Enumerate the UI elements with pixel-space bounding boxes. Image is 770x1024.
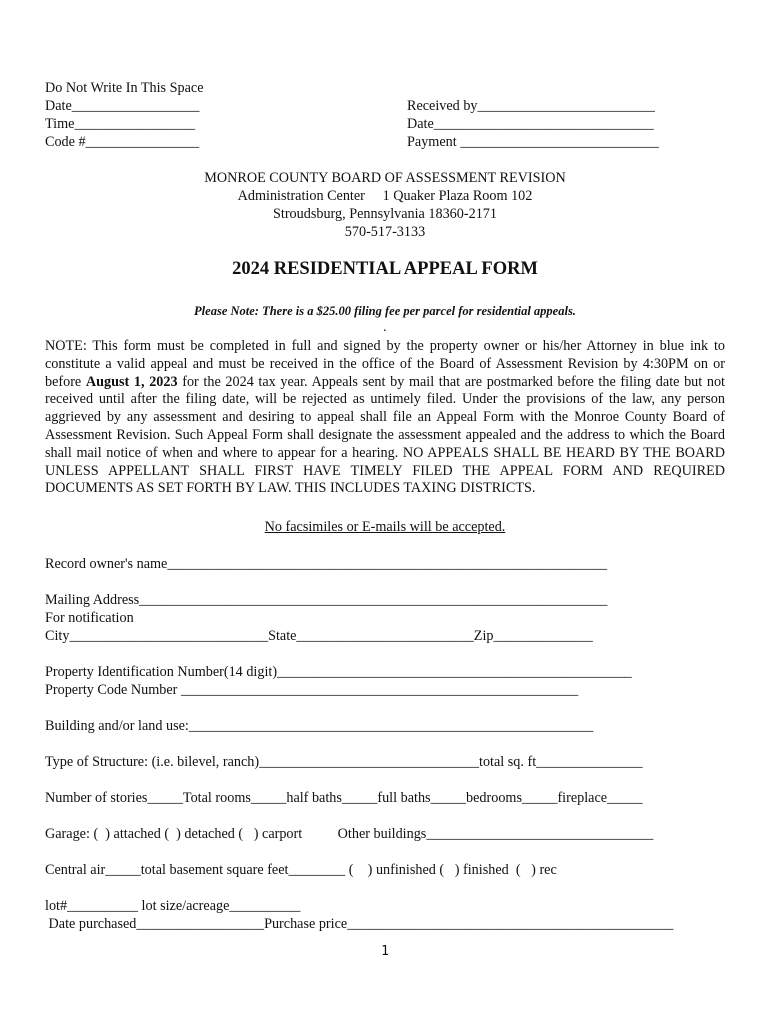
agency-city: Stroudsburg, Pennsylvania 18360-2171: [273, 206, 497, 222]
received-date-field: Date_______________________________: [407, 116, 654, 132]
separator-dot: .: [383, 320, 387, 335]
notice-text-1: NOTE: This form must be completed in full and signed by the property owner or his/her Attorney in blue ink to constitute a valid appeal and must be received in the office of the Board of Assessment Revision by 4:30PM on or before: [45, 338, 725, 390]
agency-address: Administration Center 1 Quaker Plaza Room 102: [237, 188, 533, 204]
lot-field[interactable]: lot#__________ lot size/acreage__________: [45, 898, 301, 914]
central-air-field[interactable]: Central air_____total basement square feet________ ( ) unfinished ( ) finished ( ) rec: [45, 862, 557, 878]
office-code-field: Code #________________: [45, 134, 200, 150]
deadline-date: August 1, 2023: [85, 373, 178, 390]
page-title: 2024 RESIDENTIAL APPEAL FORM: [232, 259, 538, 279]
garage-field[interactable]: Garage: ( ) attached ( ) detached ( ) carport Other buildings________________________________: [45, 826, 654, 842]
page-number: 1: [381, 944, 389, 959]
rooms-field[interactable]: Number of stories_____Total rooms_____half baths_____full baths_____bedrooms_____fireplace_____: [45, 790, 643, 806]
no-fax-notice: No facsimiles or E-mails will be accepted.: [264, 519, 506, 535]
office-date-field: Date__________________: [45, 98, 200, 114]
for-notification-label: For notification: [45, 610, 134, 626]
city-state-zip-field[interactable]: City____________________________State_________________________Zip______________: [45, 628, 593, 644]
payment-field: Payment ____________________________: [407, 134, 659, 150]
pin-field[interactable]: Property Identification Number(14 digit)__________________________________________________: [45, 664, 632, 680]
building-use-field[interactable]: Building and/or land use:_________________________________________________________: [45, 718, 594, 734]
purchase-field[interactable]: Date purchased__________________Purchase price______________________________________________: [45, 916, 674, 932]
agency-name: MONROE COUNTY BOARD OF ASSESSMENT REVISION: [204, 170, 566, 186]
property-code-field[interactable]: Property Code Number ________________________________________________________: [45, 682, 579, 698]
notice-text-2: for the 2024 tax year. Appeals sent by mail that are postmarked before the filing date but not received until after the filing date, will be rejected as untimely filed. Under the provisions of the law, any person aggrieved by any assessment and desiring to appeal shall file an Appeal Form with the Monroe County Board of Assessment Revision. Such Appeal Form shall designate the assessment appealed and the address to which the Board shall mail notice of when and where to appear for a hearing. NO APPEALS SHALL BE HEARD BY THE BOARD UNLESS APPELLANT SHALL FIRST HAVE TIMELY FILED THE APPEAL FORM AND REQUIRED DOCUMENTS AS SET FORTH BY LAW. THIS INCLUDES TAXING DISTRICTS.: [45, 373, 725, 497]
structure-type-field[interactable]: Type of Structure: (i.e. bilevel, ranch)_______________________________total sq. ft_______________: [45, 754, 643, 770]
agency-phone: 570-517-3133: [344, 224, 426, 240]
office-time-field: Time_________________: [45, 116, 196, 132]
office-use-heading: Do Not Write In This Space: [45, 80, 204, 96]
fee-note: Please Note: There is a $25.00 filing fee per parcel for residential appeals.: [194, 304, 576, 318]
notice-paragraph: [45, 338, 725, 498]
received-by-field: Received by_________________________: [407, 98, 655, 114]
mailing-address-field[interactable]: Mailing Address__________________________________________________________________: [45, 592, 608, 608]
record-owner-field[interactable]: Record owner's name______________________________________________________________: [45, 556, 608, 572]
